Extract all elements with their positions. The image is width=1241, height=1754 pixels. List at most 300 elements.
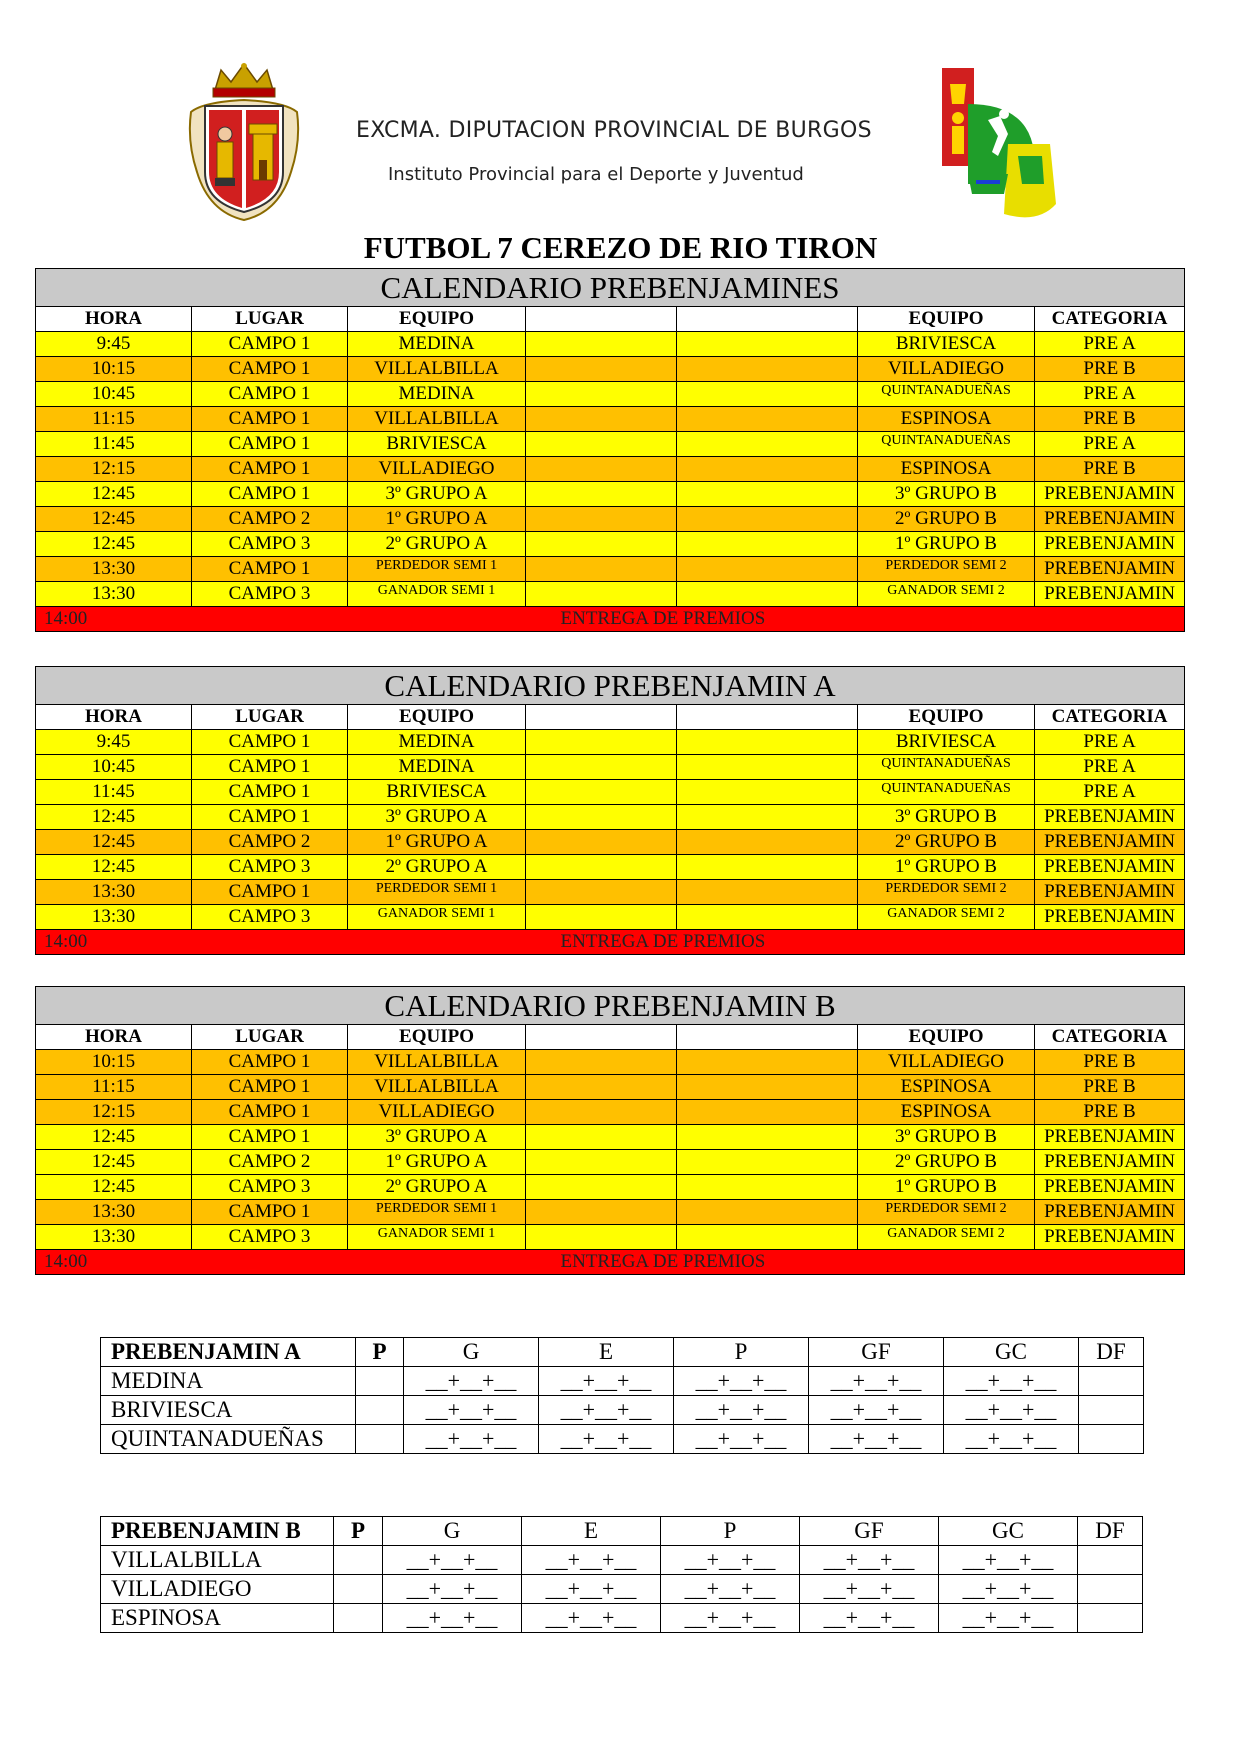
col-gf: GF <box>800 1517 939 1546</box>
awards-label: ENTREGA DE PREMIOS <box>526 930 1185 955</box>
categoria-cell: PREBENJAMIN <box>1035 805 1185 830</box>
categoria-cell: PRE B <box>1035 1075 1185 1100</box>
schedule-row <box>36 457 1185 482</box>
blank-cell <box>192 1250 348 1275</box>
equipo-1-cell: 1º GRUPO A <box>348 830 526 855</box>
equipo-1-cell: PERDEDOR SEMI 1 <box>348 1200 526 1225</box>
group-name: PREBENJAMIN A <box>101 1338 356 1367</box>
equipo-2-cell: BRIVIESCA <box>858 332 1035 357</box>
hora-cell: 9:45 <box>36 332 192 357</box>
lugar-cell: CAMPO 3 <box>192 905 348 930</box>
schedule-row <box>36 557 1185 582</box>
blank-cell <box>526 755 677 780</box>
blank-cell <box>677 482 858 507</box>
hora-cell: 12:45 <box>36 830 192 855</box>
blank-cell <box>192 607 348 632</box>
tally-cell: __+__+__ <box>539 1367 674 1396</box>
lugar-cell: CAMPO 2 <box>192 1150 348 1175</box>
categoria-cell: PRE B <box>1035 407 1185 432</box>
hora-cell: 13:30 <box>36 1200 192 1225</box>
equipo-1-cell: 1º GRUPO A <box>348 507 526 532</box>
lugar-cell: CAMPO 1 <box>192 482 348 507</box>
equipo-1-cell: BRIVIESCA <box>348 780 526 805</box>
tally-cell: __+__+__ <box>939 1575 1078 1604</box>
categoria-cell: PRE B <box>1035 1050 1185 1075</box>
schedule-row <box>36 357 1185 382</box>
schedule-title: CALENDARIO PREBENJAMIN A <box>36 667 1185 705</box>
header-equipo-2: EQUIPO <box>858 1025 1035 1050</box>
tally-cell: __+__+__ <box>661 1604 800 1633</box>
header-equipo-1: EQUIPO <box>348 705 526 730</box>
categoria-cell: PRE B <box>1035 1100 1185 1125</box>
equipo-2-cell: PERDEDOR SEMI 2 <box>858 557 1035 582</box>
blank-cell <box>526 1100 677 1125</box>
awards-label: ENTREGA DE PREMIOS <box>526 607 1185 632</box>
blank-cell <box>677 1150 858 1175</box>
col-g: G <box>383 1517 522 1546</box>
equipo-2-cell: 3º GRUPO B <box>858 482 1035 507</box>
lugar-cell: CAMPO 1 <box>192 1200 348 1225</box>
points-cell <box>356 1425 404 1454</box>
schedule-title-row <box>36 667 1185 705</box>
schedule-header-row <box>36 307 1185 332</box>
col-df: DF <box>1079 1338 1144 1367</box>
points-cell <box>334 1604 383 1633</box>
blank-cell <box>348 1250 526 1275</box>
blank-cell <box>192 930 348 955</box>
header-blank-1 <box>526 705 677 730</box>
col-gc: GC <box>939 1517 1078 1546</box>
equipo-1-cell: 1º GRUPO A <box>348 1150 526 1175</box>
blank-cell <box>677 755 858 780</box>
schedule-title-row <box>36 269 1185 307</box>
blank-cell <box>677 730 858 755</box>
blank-cell <box>526 507 677 532</box>
blank-cell <box>526 1225 677 1250</box>
equipo-2-cell: PERDEDOR SEMI 2 <box>858 1200 1035 1225</box>
schedule-row <box>36 780 1185 805</box>
blank-cell <box>677 1075 858 1100</box>
equipo-1-cell: GANADOR SEMI 1 <box>348 582 526 607</box>
blank-cell <box>677 582 858 607</box>
blank-cell <box>677 507 858 532</box>
lugar-cell: CAMPO 1 <box>192 880 348 905</box>
equipo-1-cell: MEDINA <box>348 332 526 357</box>
standings-row <box>101 1604 1143 1633</box>
hora-cell: 13:30 <box>36 905 192 930</box>
header-lugar: LUGAR <box>192 705 348 730</box>
header-equipo-2: EQUIPO <box>858 705 1035 730</box>
tally-cell: __+__+__ <box>674 1367 809 1396</box>
blank-cell <box>677 357 858 382</box>
tally-cell: __+__+__ <box>800 1546 939 1575</box>
blank-cell <box>526 457 677 482</box>
sports-institute-logo <box>938 64 1064 226</box>
header-blank-1 <box>526 1025 677 1050</box>
categoria-cell: PREBENJAMIN <box>1035 830 1185 855</box>
standings-row <box>101 1546 1143 1575</box>
standings-row <box>101 1367 1144 1396</box>
equipo-2-cell: QUINTANADUEÑAS <box>858 382 1035 407</box>
equipo-1-cell: GANADOR SEMI 1 <box>348 1225 526 1250</box>
blank-cell <box>526 1050 677 1075</box>
categoria-cell: PRE A <box>1035 332 1185 357</box>
equipo-1-cell: PERDEDOR SEMI 1 <box>348 557 526 582</box>
categoria-cell: PREBENJAMIN <box>1035 507 1185 532</box>
header-hora: HORA <box>36 1025 192 1050</box>
lugar-cell: CAMPO 1 <box>192 432 348 457</box>
categoria-cell: PRE A <box>1035 755 1185 780</box>
blank-cell <box>526 1175 677 1200</box>
blank-cell <box>348 607 526 632</box>
equipo-1-cell: VILLALBILLA <box>348 407 526 432</box>
header-lugar: LUGAR <box>192 307 348 332</box>
blank-cell <box>526 830 677 855</box>
categoria-cell: PREBENJAMIN <box>1035 582 1185 607</box>
team-name: QUINTANADUEÑAS <box>101 1425 356 1454</box>
hora-cell: 13:30 <box>36 582 192 607</box>
blank-cell <box>677 855 858 880</box>
standings-row <box>101 1425 1144 1454</box>
blank-cell <box>677 407 858 432</box>
blank-cell <box>526 532 677 557</box>
df-cell <box>1078 1604 1143 1633</box>
blank-cell <box>526 855 677 880</box>
hora-cell: 11:45 <box>36 780 192 805</box>
schedule-row <box>36 1125 1185 1150</box>
lugar-cell: CAMPO 1 <box>192 805 348 830</box>
blank-cell <box>677 880 858 905</box>
schedule-row <box>36 880 1185 905</box>
equipo-2-cell: ESPINOSA <box>858 1100 1035 1125</box>
schedule-row <box>36 1175 1185 1200</box>
header-blank-2 <box>677 1025 858 1050</box>
schedule-row <box>36 1225 1185 1250</box>
tally-cell: __+__+__ <box>522 1575 661 1604</box>
blank-cell <box>526 1075 677 1100</box>
standings-row <box>101 1575 1143 1604</box>
awards-time: 14:00 <box>36 607 192 632</box>
points-cell <box>356 1367 404 1396</box>
tally-cell: __+__+__ <box>383 1575 522 1604</box>
df-cell <box>1078 1546 1143 1575</box>
header-equipo-1: EQUIPO <box>348 1025 526 1050</box>
blank-cell <box>677 557 858 582</box>
schedule-row <box>36 1150 1185 1175</box>
schedule-row <box>36 855 1185 880</box>
hora-cell: 13:30 <box>36 880 192 905</box>
equipo-2-cell: ESPINOSA <box>858 1075 1035 1100</box>
hora-cell: 11:15 <box>36 407 192 432</box>
blank-cell <box>677 1200 858 1225</box>
tally-cell: __+__+__ <box>674 1425 809 1454</box>
tally-cell: __+__+__ <box>522 1604 661 1633</box>
team-name: ESPINOSA <box>101 1604 334 1633</box>
tally-cell: __+__+__ <box>404 1367 539 1396</box>
schedule-row <box>36 830 1185 855</box>
lugar-cell: CAMPO 3 <box>192 532 348 557</box>
blank-cell <box>526 332 677 357</box>
header-categoria: CATEGORIA <box>1035 307 1185 332</box>
equipo-1-cell: GANADOR SEMI 1 <box>348 905 526 930</box>
points-cell <box>356 1396 404 1425</box>
lugar-cell: CAMPO 3 <box>192 855 348 880</box>
schedule-row <box>36 332 1185 357</box>
schedule-table-2 <box>35 666 1185 955</box>
blank-cell <box>677 830 858 855</box>
equipo-1-cell: VILLADIEGO <box>348 1100 526 1125</box>
categoria-cell: PREBENJAMIN <box>1035 1200 1185 1225</box>
lugar-cell: CAMPO 1 <box>192 1050 348 1075</box>
blank-cell <box>677 532 858 557</box>
lugar-cell: CAMPO 1 <box>192 1075 348 1100</box>
categoria-cell: PRE A <box>1035 382 1185 407</box>
standings-row <box>101 1396 1144 1425</box>
col-gf: GF <box>809 1338 944 1367</box>
col-p-played: P <box>334 1517 383 1546</box>
blank-cell <box>677 905 858 930</box>
hora-cell: 11:45 <box>36 432 192 457</box>
equipo-1-cell: 2º GRUPO A <box>348 855 526 880</box>
equipo-2-cell: VILLADIEGO <box>858 357 1035 382</box>
schedule-row <box>36 1100 1185 1125</box>
schedule-table-1 <box>35 268 1185 632</box>
awards-time: 14:00 <box>36 1250 192 1275</box>
lugar-cell: CAMPO 2 <box>192 830 348 855</box>
equipo-2-cell: BRIVIESCA <box>858 730 1035 755</box>
equipo-1-cell: VILLALBILLA <box>348 1050 526 1075</box>
hora-cell: 11:15 <box>36 1075 192 1100</box>
hora-cell: 9:45 <box>36 730 192 755</box>
blank-cell <box>526 905 677 930</box>
tally-cell: __+__+__ <box>383 1546 522 1575</box>
col-p-played: P <box>356 1338 404 1367</box>
blank-cell <box>677 1100 858 1125</box>
equipo-1-cell: BRIVIESCA <box>348 432 526 457</box>
lugar-cell: CAMPO 1 <box>192 557 348 582</box>
tally-cell: __+__+__ <box>404 1425 539 1454</box>
categoria-cell: PRE B <box>1035 457 1185 482</box>
equipo-2-cell: GANADOR SEMI 2 <box>858 905 1035 930</box>
lugar-cell: CAMPO 2 <box>192 507 348 532</box>
hora-cell: 10:15 <box>36 1050 192 1075</box>
hora-cell: 12:45 <box>36 482 192 507</box>
equipo-2-cell: VILLADIEGO <box>858 1050 1035 1075</box>
header-blank-2 <box>677 307 858 332</box>
equipo-2-cell: QUINTANADUEÑAS <box>858 432 1035 457</box>
hora-cell: 12:15 <box>36 1100 192 1125</box>
blank-cell <box>526 880 677 905</box>
categoria-cell: PRE A <box>1035 780 1185 805</box>
blank-cell <box>677 457 858 482</box>
standings-table-2 <box>100 1516 1143 1633</box>
coat-of-arms-logo <box>185 62 303 224</box>
col-df: DF <box>1078 1517 1143 1546</box>
blank-cell <box>677 805 858 830</box>
schedule-row <box>36 730 1185 755</box>
hora-cell: 10:45 <box>36 755 192 780</box>
tally-cell: __+__+__ <box>944 1425 1079 1454</box>
categoria-cell: PREBENJAMIN <box>1035 1225 1185 1250</box>
blank-cell <box>526 730 677 755</box>
col-e: E <box>522 1517 661 1546</box>
df-cell <box>1079 1396 1144 1425</box>
df-cell <box>1079 1425 1144 1454</box>
hora-cell: 12:45 <box>36 507 192 532</box>
team-name: MEDINA <box>101 1367 356 1396</box>
categoria-cell: PREBENJAMIN <box>1035 1125 1185 1150</box>
tally-cell: __+__+__ <box>800 1604 939 1633</box>
hora-cell: 13:30 <box>36 557 192 582</box>
equipo-2-cell: 2º GRUPO B <box>858 507 1035 532</box>
team-name: BRIVIESCA <box>101 1396 356 1425</box>
categoria-cell: PREBENJAMIN <box>1035 880 1185 905</box>
points-cell <box>334 1546 383 1575</box>
hora-cell: 10:45 <box>36 382 192 407</box>
tally-cell: __+__+__ <box>539 1396 674 1425</box>
col-g: G <box>404 1338 539 1367</box>
blank-cell <box>526 582 677 607</box>
header-categoria: CATEGORIA <box>1035 1025 1185 1050</box>
equipo-2-cell: 3º GRUPO B <box>858 1125 1035 1150</box>
schedule-row <box>36 432 1185 457</box>
header-hora: HORA <box>36 705 192 730</box>
lugar-cell: CAMPO 1 <box>192 407 348 432</box>
tally-cell: __+__+__ <box>944 1396 1079 1425</box>
equipo-2-cell: GANADOR SEMI 2 <box>858 582 1035 607</box>
equipo-1-cell: MEDINA <box>348 730 526 755</box>
blank-cell <box>677 1225 858 1250</box>
standings-table-1 <box>100 1337 1144 1454</box>
tally-cell: __+__+__ <box>383 1604 522 1633</box>
tally-cell: __+__+__ <box>661 1546 800 1575</box>
lugar-cell: CAMPO 1 <box>192 1100 348 1125</box>
lugar-cell: CAMPO 1 <box>192 780 348 805</box>
blank-cell <box>526 1125 677 1150</box>
equipo-1-cell: MEDINA <box>348 755 526 780</box>
schedule-row <box>36 582 1185 607</box>
blank-cell <box>677 332 858 357</box>
blank-cell <box>677 1125 858 1150</box>
equipo-2-cell: PERDEDOR SEMI 2 <box>858 880 1035 905</box>
blank-cell <box>677 780 858 805</box>
tally-cell: __+__+__ <box>809 1367 944 1396</box>
schedule-row <box>36 905 1185 930</box>
categoria-cell: PREBENJAMIN <box>1035 482 1185 507</box>
hora-cell: 10:15 <box>36 357 192 382</box>
organization-name: EXCMA. DIPUTACION PROVINCIAL DE BURGOS <box>356 118 872 143</box>
equipo-2-cell: ESPINOSA <box>858 407 1035 432</box>
header-categoria: CATEGORIA <box>1035 705 1185 730</box>
schedule-title: CALENDARIO PREBENJAMINES <box>36 269 1185 307</box>
lugar-cell: CAMPO 1 <box>192 457 348 482</box>
blank-cell <box>526 482 677 507</box>
schedule-row <box>36 407 1185 432</box>
schedule-header-row <box>36 705 1185 730</box>
col-e: E <box>539 1338 674 1367</box>
tally-cell: __+__+__ <box>539 1425 674 1454</box>
categoria-cell: PREBENJAMIN <box>1035 905 1185 930</box>
hora-cell: 12:45 <box>36 1175 192 1200</box>
col-p: P <box>661 1517 800 1546</box>
equipo-1-cell: VILLALBILLA <box>348 357 526 382</box>
schedule-table-3 <box>35 986 1185 1275</box>
categoria-cell: PREBENJAMIN <box>1035 1150 1185 1175</box>
header-equipo-1: EQUIPO <box>348 307 526 332</box>
awards-row <box>36 607 1185 632</box>
equipo-2-cell: 2º GRUPO B <box>858 830 1035 855</box>
blank-cell <box>526 432 677 457</box>
lugar-cell: CAMPO 3 <box>192 582 348 607</box>
blank-cell <box>526 1200 677 1225</box>
lugar-cell: CAMPO 1 <box>192 332 348 357</box>
equipo-1-cell: VILLADIEGO <box>348 457 526 482</box>
hora-cell: 12:45 <box>36 532 192 557</box>
equipo-2-cell: ESPINOSA <box>858 457 1035 482</box>
schedule-row <box>36 532 1185 557</box>
equipo-2-cell: QUINTANADUEÑAS <box>858 755 1035 780</box>
blank-cell <box>526 780 677 805</box>
blank-cell <box>677 1175 858 1200</box>
tally-cell: __+__+__ <box>661 1575 800 1604</box>
schedule-row <box>36 482 1185 507</box>
col-p: P <box>674 1338 809 1367</box>
blank-cell <box>526 357 677 382</box>
tally-cell: __+__+__ <box>939 1546 1078 1575</box>
points-cell <box>334 1575 383 1604</box>
df-cell <box>1078 1575 1143 1604</box>
schedule-row <box>36 805 1185 830</box>
equipo-2-cell: GANADOR SEMI 2 <box>858 1225 1035 1250</box>
equipo-1-cell: PERDEDOR SEMI 1 <box>348 880 526 905</box>
blank-cell <box>526 407 677 432</box>
equipo-1-cell: 2º GRUPO A <box>348 532 526 557</box>
equipo-2-cell: QUINTANADUEÑAS <box>858 780 1035 805</box>
tally-cell: __+__+__ <box>809 1425 944 1454</box>
schedule-row <box>36 1050 1185 1075</box>
blank-cell <box>526 805 677 830</box>
hora-cell: 12:45 <box>36 1125 192 1150</box>
tally-cell: __+__+__ <box>944 1367 1079 1396</box>
equipo-1-cell: 3º GRUPO A <box>348 482 526 507</box>
blank-cell <box>526 557 677 582</box>
categoria-cell: PREBENJAMIN <box>1035 855 1185 880</box>
hora-cell: 12:15 <box>36 457 192 482</box>
header-equipo-2: EQUIPO <box>858 307 1035 332</box>
schedule-title: CALENDARIO PREBENJAMIN B <box>36 987 1185 1025</box>
equipo-1-cell: 2º GRUPO A <box>348 1175 526 1200</box>
lugar-cell: CAMPO 3 <box>192 1175 348 1200</box>
equipo-1-cell: VILLALBILLA <box>348 1075 526 1100</box>
schedule-row <box>36 1075 1185 1100</box>
categoria-cell: PRE A <box>1035 432 1185 457</box>
tally-cell: __+__+__ <box>674 1396 809 1425</box>
categoria-cell: PREBENJAMIN <box>1035 532 1185 557</box>
group-name: PREBENJAMIN B <box>101 1517 334 1546</box>
col-gc: GC <box>944 1338 1079 1367</box>
schedule-row <box>36 382 1185 407</box>
tally-cell: __+__+__ <box>809 1396 944 1425</box>
header-hora: HORA <box>36 307 192 332</box>
awards-row <box>36 1250 1185 1275</box>
awards-time: 14:00 <box>36 930 192 955</box>
schedule-row <box>36 1200 1185 1225</box>
team-name: VILLALBILLA <box>101 1546 334 1575</box>
equipo-2-cell: 1º GRUPO B <box>858 532 1035 557</box>
awards-row <box>36 930 1185 955</box>
blank-cell <box>677 382 858 407</box>
standings-header-row <box>101 1338 1144 1367</box>
